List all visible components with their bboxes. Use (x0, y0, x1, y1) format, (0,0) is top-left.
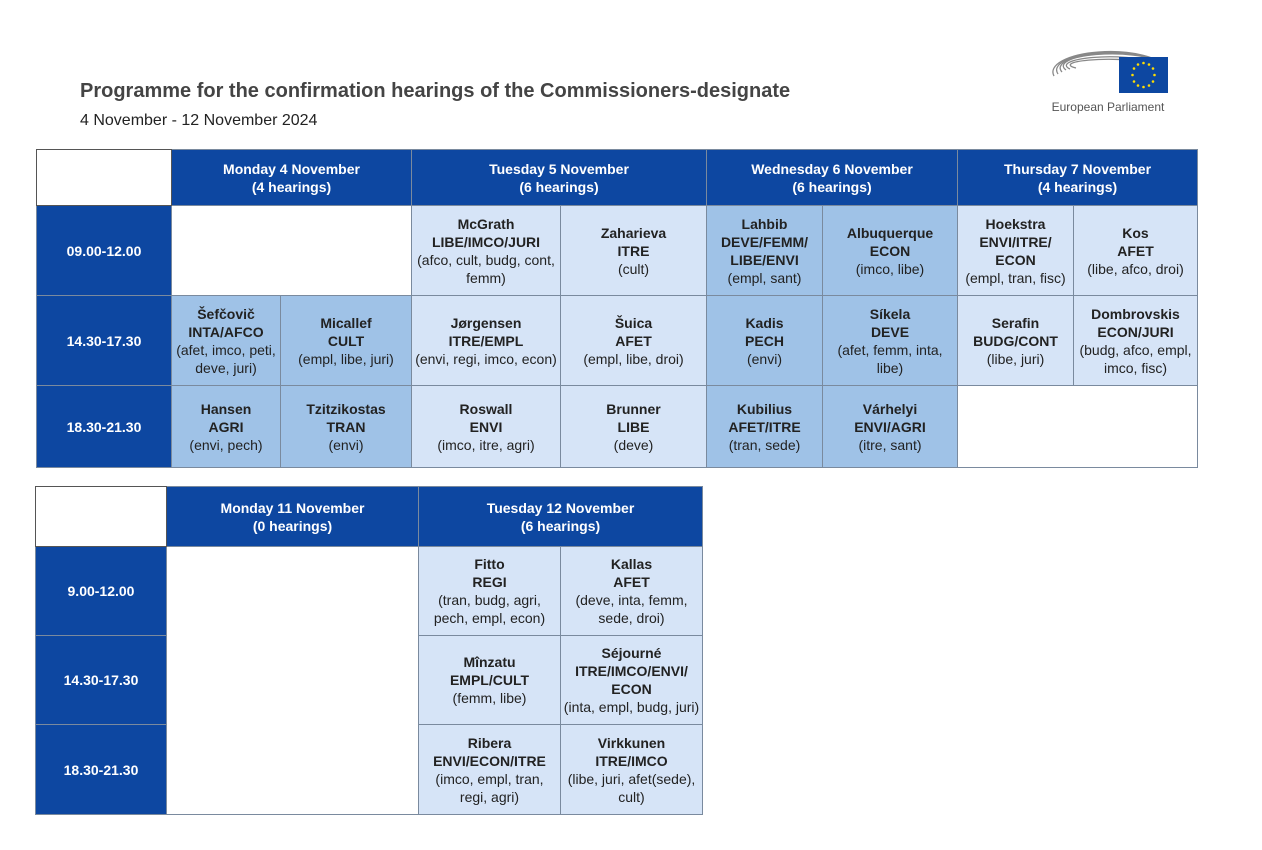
hearing-cell: Várhelyi ENVI/AGRI (itre, sant) (823, 386, 958, 468)
hearing-cell: Lahbib DEVE/FEMM/ LIBE/ENVI (empl, sant) (707, 206, 823, 296)
day-header: Monday 11 November (0 hearings) (167, 487, 419, 547)
week1-schedule-table (36, 149, 1198, 468)
week2-schedule-table (35, 486, 703, 815)
hearing-cell: Hansen AGRI (envi, pech) (172, 386, 281, 468)
page-title: Programme for the confirmation hearings of the Commissioners-designate (80, 80, 791, 102)
hearing-cell: Kallas AFET (deve, inta, femm, sede, droi) (561, 547, 703, 636)
day-header: Tuesday 12 November (6 hearings) (419, 487, 703, 547)
logo-text: European Parliament (1051, 100, 1165, 114)
hearing-cell: Šefčovič INTA/AFCO (afet, imco, peti, deve, juri) (172, 296, 281, 386)
hearing-cell: Fitto REGI (tran, budg, agri, pech, empl, econ) (419, 547, 561, 636)
hearing-cell: Hoekstra ENVI/ITRE/ ECON (empl, tran, fisc) (958, 206, 1074, 296)
hearing-cell: Zaharieva ITRE (cult) (561, 206, 707, 296)
day-header: Thursday 7 November (4 hearings) (958, 150, 1198, 206)
parliament-hemicycle-icon (1046, 28, 1170, 98)
time-slot: 14.30-17.30 (37, 296, 172, 386)
time-slot: 14.30-17.30 (36, 636, 167, 725)
corner-cell (36, 487, 167, 547)
empty-cell (958, 386, 1198, 468)
hearing-cell: Séjourné ITRE/IMCO/ENVI/ ECON (inta, empl, budg, juri) (561, 636, 703, 725)
day-header: Monday 4 November (4 hearings) (172, 150, 412, 206)
european-parliament-logo (1046, 28, 1170, 120)
time-slot: 18.30-21.30 (36, 725, 167, 815)
hearing-cell: Ribera ENVI/ECON/ITRE (imco, empl, tran, regi, agri) (419, 725, 561, 815)
time-slot: 09.00-12.00 (37, 206, 172, 296)
hearing-cell: Mînzatu EMPL/CULT (femm, libe) (419, 636, 561, 725)
empty-cell (167, 547, 419, 815)
hearing-cell: Roswall ENVI (imco, itre, agri) (412, 386, 561, 468)
hearing-cell: Šuica AFET (empl, libe, droi) (561, 296, 707, 386)
date-range: 4 November - 12 November 2024 (80, 112, 318, 129)
hearing-cell: McGrath LIBE/IMCO/JURI (afco, cult, budg, cont, femm) (412, 206, 561, 296)
corner-cell (37, 150, 172, 206)
time-slot: 18.30-21.30 (37, 386, 172, 468)
hearing-cell: Dombrovskis ECON/JURI (budg, afco, empl, imco, fisc) (1074, 296, 1198, 386)
time-slot: 9.00-12.00 (36, 547, 167, 636)
empty-cell (172, 206, 412, 296)
day-header: Wednesday 6 November (6 hearings) (707, 150, 958, 206)
hearing-cell: Micallef CULT (empl, libe, juri) (281, 296, 412, 386)
hearing-cell: Virkkunen ITRE/IMCO (libe, juri, afet(sede), cult) (561, 725, 703, 815)
hearing-cell: Kubilius AFET/ITRE (tran, sede) (707, 386, 823, 468)
hearing-cell: Jørgensen ITRE/EMPL (envi, regi, imco, econ) (412, 296, 561, 386)
hearing-cell: Kos AFET (libe, afco, droi) (1074, 206, 1198, 296)
hearing-cell: Kadis PECH (envi) (707, 296, 823, 386)
hearing-cell: Serafin BUDG/CONT (libe, juri) (958, 296, 1074, 386)
hearing-cell: Tzitzikostas TRAN (envi) (281, 386, 412, 468)
hearing-cell: Albuquerque ECON (imco, libe) (823, 206, 958, 296)
hearing-cell: Brunner LIBE (deve) (561, 386, 707, 468)
day-header: Tuesday 5 November (6 hearings) (412, 150, 707, 206)
hearing-cell: Síkela DEVE (afet, femm, inta, libe) (823, 296, 958, 386)
